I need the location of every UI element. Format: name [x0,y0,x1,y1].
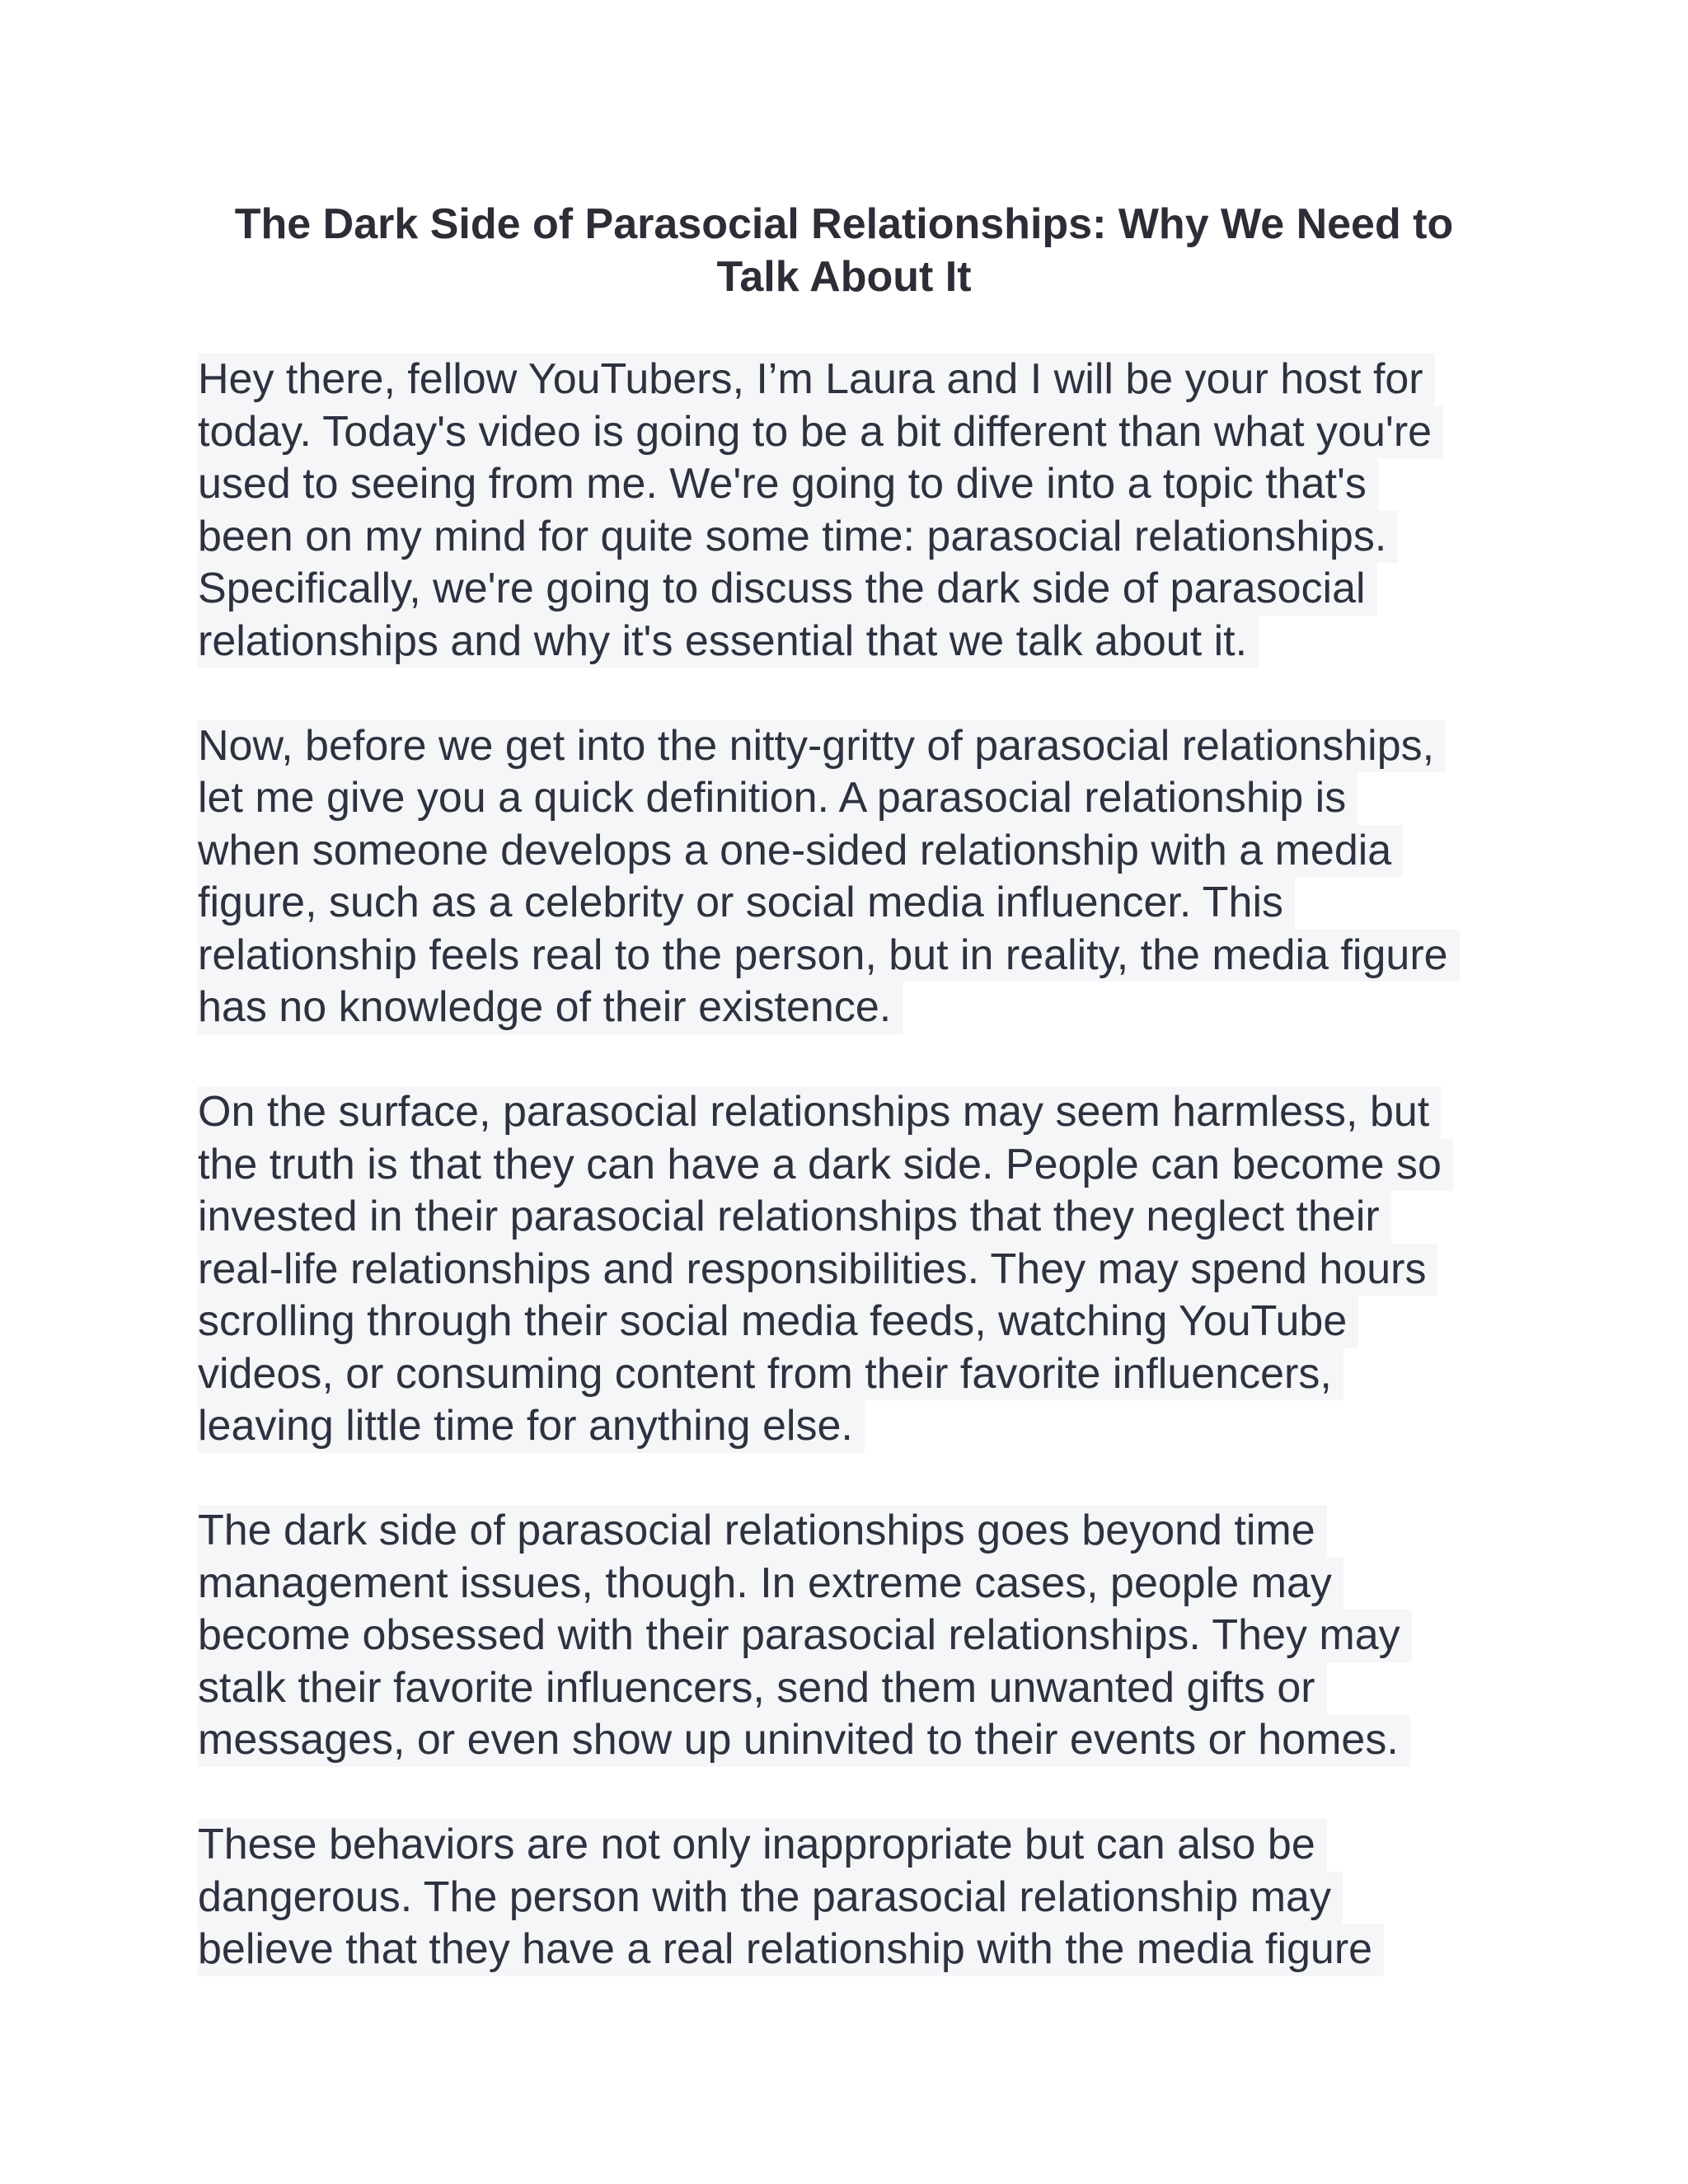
document-body [198,354,1533,2028]
title-line-1: The Dark Side of Parasocial Relationships: Why We Need to [234,200,1454,248]
text-line: The dark side of parasocial relationships goes beyond time [198,1505,1327,1558]
text-line: videos, or consuming content from their favorite influencers, [198,1348,1343,1401]
text-line: messages, or even show up uninvited to their events or homes. [198,1714,1410,1767]
text-line: Hey there, fellow YouTubers, I’m Laura and I will be your host for [198,354,1435,406]
text-line: believe that they have a real relationship with the media figure [198,1924,1384,1976]
text-line: been on my mind for quite some time: parasocial relationships. [198,511,1398,564]
text-line: figure, such as a celebrity or social media influencer. This [198,877,1295,930]
text-line: These behaviors are not only inappropriate but can also be [198,1819,1327,1872]
paragraph-2 [198,720,1533,1034]
text-line: become obsessed with their parasocial relationships. They may [198,1610,1412,1662]
text-line: Specifically, we're going to discuss the dark side of parasocial [198,563,1377,616]
text-line: the truth is that they can have a dark side. People can become so [198,1139,1453,1192]
text-line: invested in their parasocial relationships that they neglect their [198,1191,1391,1244]
text-line: used to seeing from me. We're going to dive into a topic that's [198,458,1378,511]
paragraph-4 [198,1505,1533,1767]
text-line: let me give you a quick definition. A parasocial relationship is [198,772,1357,825]
text-line: has no knowledge of their existence. [198,982,903,1034]
text-line: real-life relationships and responsibilities. They may spend hours [198,1244,1437,1296]
text-line: relationships and why it's essential that we talk about it. [198,616,1259,668]
text-line: On the surface, parasocial relationships may seem harmless, but [198,1086,1441,1139]
text-line: scrolling through their social media feeds, watching YouTube [198,1296,1358,1348]
paragraph-1 [198,354,1533,668]
text-line: stalk their favorite influencers, send them unwanted gifts or [198,1662,1327,1715]
text-line: leaving little time for anything else. [198,1400,865,1453]
text-line: when someone develops a one-sided relationship with a media [198,825,1403,878]
document-title [165,198,1523,303]
text-line: relationship feels real to the person, but in reality, the media figure [198,930,1460,982]
paragraph-5 [198,1819,1533,1976]
text-line: dangerous. The person with the parasocial relationship may [198,1872,1343,1924]
text-line: today. Today's video is going to be a bit different than what you're [198,406,1443,459]
text-line: Now, before we get into the nitty-gritty of parasocial relationships, [198,720,1446,773]
title-line-2: Talk About It [716,253,972,301]
text-line: management issues, though. In extreme cases, people may [198,1558,1343,1610]
paragraph-3 [198,1086,1533,1453]
